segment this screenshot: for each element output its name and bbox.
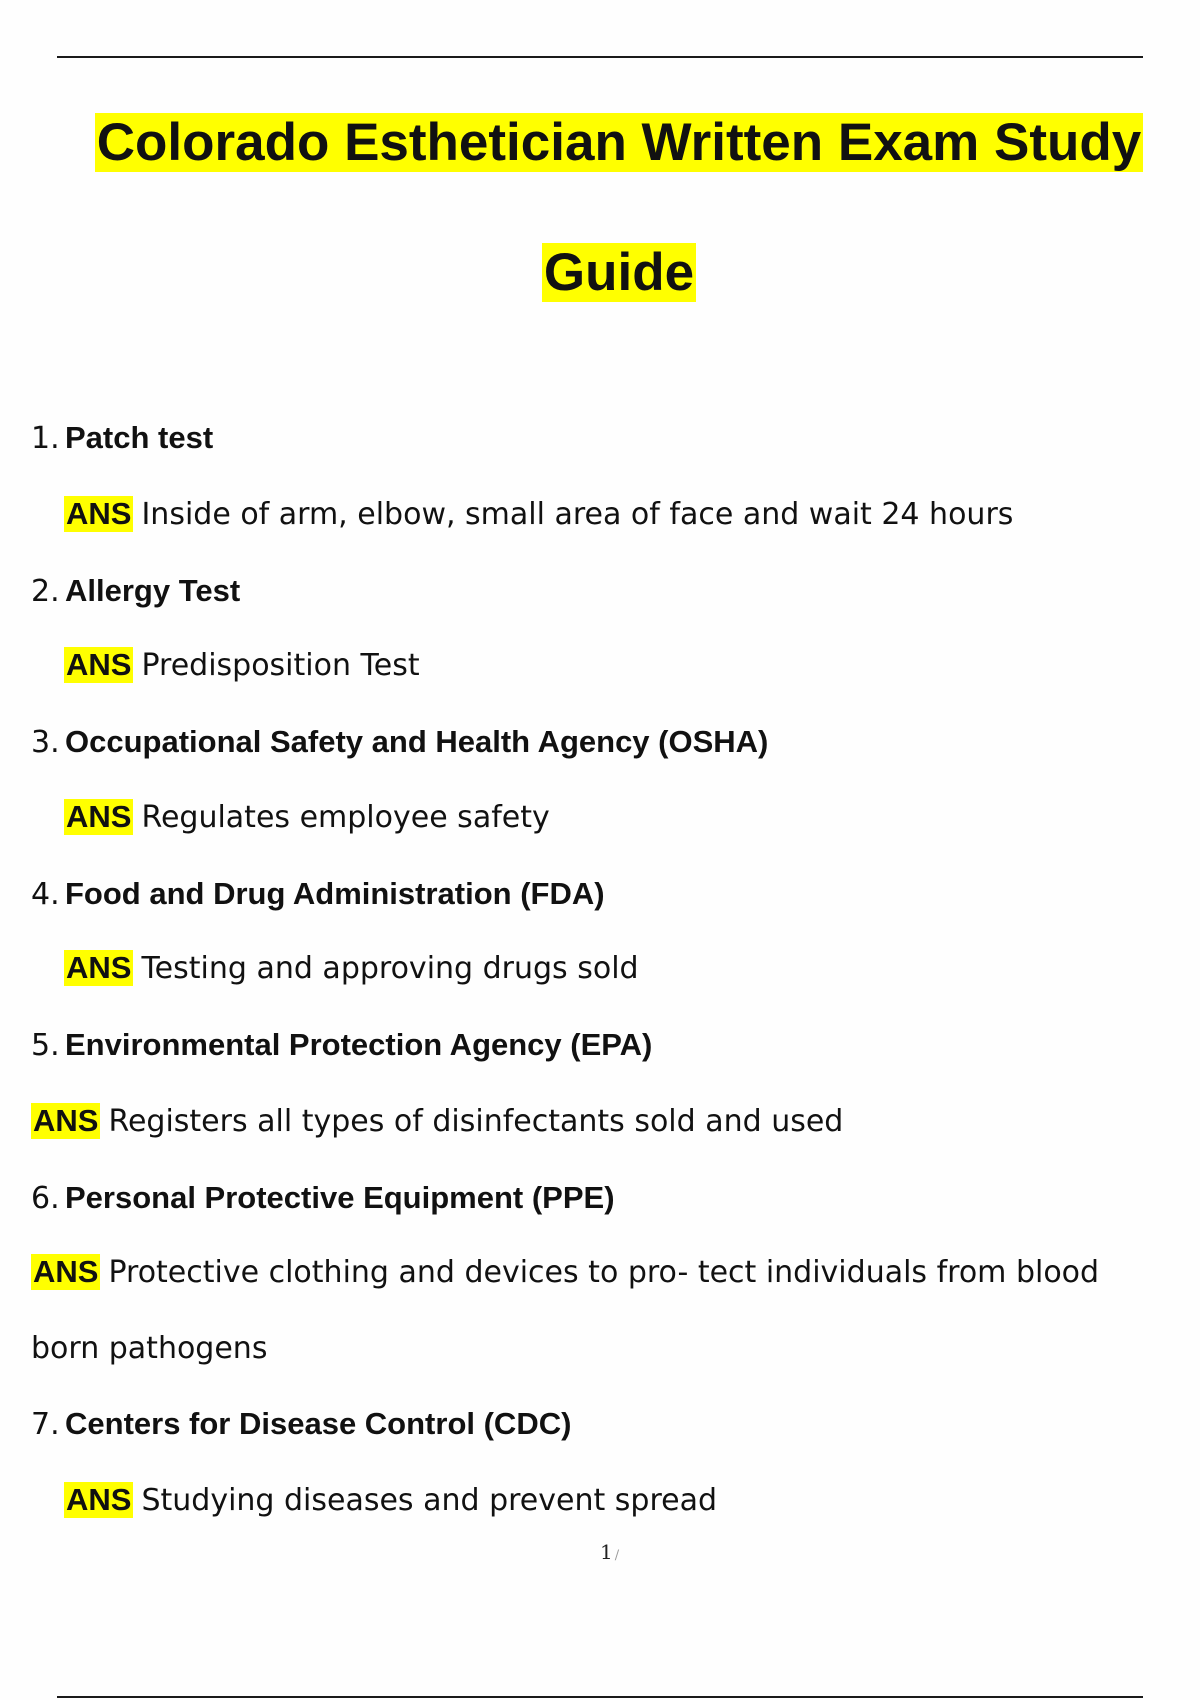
answer-item (64, 493, 1013, 535)
question-text: Patch test (65, 420, 214, 455)
title-line-1: Colorado Esthetician Written Exam Study (96, 113, 1142, 172)
answer-label: ANS (66, 799, 132, 834)
answer-item (64, 1479, 717, 1521)
question-item (31, 1404, 571, 1444)
answer-item (64, 796, 550, 838)
answer-text-continued: born pathogens (31, 1330, 268, 1366)
answer-label: ANS (66, 647, 132, 682)
question-item (31, 722, 768, 762)
page-title-continued (60, 240, 1178, 306)
question-text: Occupational Safety and Health Agency (OSHA) (65, 724, 769, 759)
answer-text: Registers all types of disinfectants sold and used (108, 1103, 844, 1139)
answer-text: Protective clothing and devices to pro- tect individuals from blood (108, 1254, 1100, 1290)
answer-text: Regulates employee safety (141, 799, 550, 835)
question-item (31, 418, 213, 458)
question-item (31, 1025, 652, 1065)
answer-label: ANS (66, 1482, 132, 1517)
question-item (31, 874, 605, 914)
question-number: 3. (31, 724, 60, 760)
question-text: Food and Drug Administration (FDA) (65, 876, 605, 911)
question-text: Allergy Test (65, 573, 241, 608)
answer-label: ANS (66, 950, 132, 985)
question-number: 5. (31, 1027, 60, 1063)
question-number: 2. (31, 573, 60, 609)
question-number: 1. (31, 420, 60, 456)
question-item (31, 1178, 615, 1218)
answer-label: ANS (66, 496, 132, 531)
page-title (60, 110, 1178, 176)
top-rule (57, 56, 1143, 58)
answer-text: Inside of arm, elbow, small area of face and wait 24 hours (141, 496, 1014, 532)
answer-label: ANS (33, 1254, 99, 1289)
question-item (31, 571, 240, 611)
question-text: Personal Protective Equipment (PPE) (65, 1180, 615, 1215)
question-number: 4. (31, 876, 60, 912)
answer-item (31, 1251, 1099, 1293)
question-number: 7. (31, 1406, 60, 1442)
question-text: Centers for Disease Control (CDC) (65, 1406, 572, 1441)
answer-text: Testing and approving drugs sold (141, 950, 639, 986)
bottom-rule (57, 1696, 1143, 1698)
page-number-suffix: / (614, 1548, 620, 1563)
answer-label: ANS (33, 1103, 99, 1138)
answer-text: Studying diseases and prevent spread (141, 1482, 718, 1518)
answer-text: Predisposition Test (141, 647, 420, 683)
answer-item (31, 1100, 843, 1142)
answer-item (64, 947, 639, 989)
page-number (600, 1540, 619, 1564)
title-line-2: Guide (543, 243, 695, 302)
answer-item (64, 644, 420, 686)
page-number-value: 1 (600, 1540, 613, 1564)
question-text: Environmental Protection Agency (EPA) (65, 1027, 653, 1062)
question-number: 6. (31, 1180, 60, 1216)
